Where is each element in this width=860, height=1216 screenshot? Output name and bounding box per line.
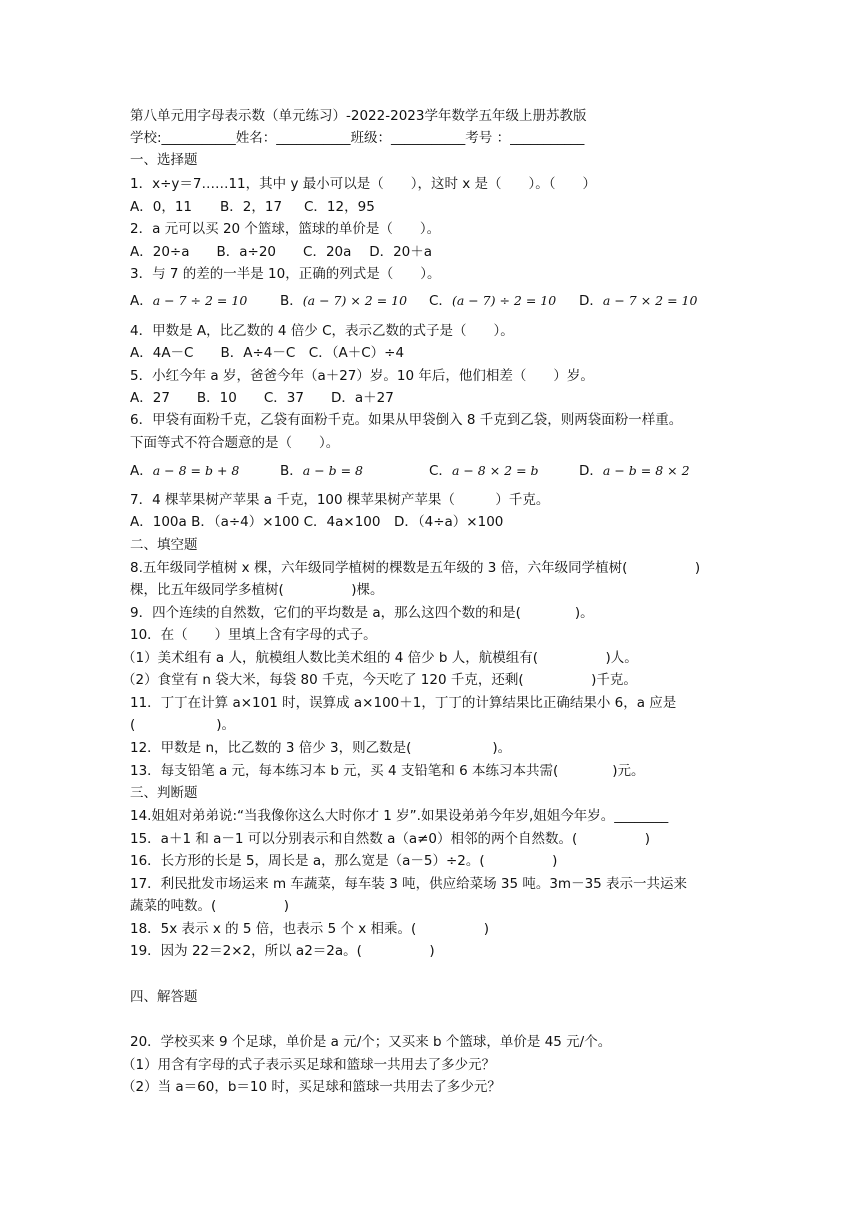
option-a-expression: a − 8 = b + 8: [152, 463, 240, 478]
question-1: 1．x÷y＝7……11，其中 y 最小可以是（ ），这时 x 是（ ）。（ ）: [130, 176, 597, 192]
option-d: D．a − b = 8 × 2: [579, 463, 690, 479]
option-b-expression: (a − 7) × 2 = 10: [302, 293, 408, 308]
option-b: B．a − b = 8: [280, 463, 364, 479]
question-10: 10．在（ ）里填上含有字母的式子。: [130, 627, 377, 643]
question-6-line-2: 下面等式不符合题意的是（ ）。: [130, 435, 340, 451]
question-7: 7．4 棵苹果树产苹果 a 千克，100 棵苹果树产苹果（ ）千克。: [130, 492, 550, 508]
question-2-options: A．20÷a B．a÷20 C．20a D．20＋a: [130, 244, 433, 260]
question-2: 2．a 元可以买 20 个篮球，篮球的单价是（ ）。: [130, 221, 441, 237]
question-11-line-2: ( )。: [130, 717, 236, 733]
option-d-expression: a − 7 × 2 = 10: [602, 293, 698, 308]
question-20: 20．学校买来 9 个足球，单价是 a 元/个；又买来 b 个篮球，单价是 45 元/个。: [130, 1034, 612, 1050]
question-17-line-1: 17．利民批发市场运来 m 车蔬菜，每车装 3 吨，供应给菜场 35 吨。3m－35 表示一共运来: [130, 876, 688, 892]
question-9: 9．四个连续的自然数，它们的平均数是 a，那么这四个数的和是( )。: [130, 605, 594, 621]
question-12: 12．甲数是 n，比乙数的 3 倍少 3，则乙数是( )。: [130, 740, 512, 756]
question-16: 16．长方形的长是 5，周长是 a，那么宽是（a－5）÷2。( ): [130, 853, 558, 869]
question-7-options: A．100a B．（a÷4）×100 C．4a×100 D．（4÷a）×100: [130, 514, 504, 530]
section-heading-judge: 三、判断题: [130, 785, 198, 801]
section-heading-choice: 一、选择题: [130, 152, 198, 168]
option-b: B．2，17: [220, 199, 283, 215]
option-b-expression: a − b = 8: [302, 463, 364, 478]
option-a: A．0，11: [130, 199, 193, 215]
question-20-part-1: （1）用含有字母的式子表示买足球和篮球一共用去了多少元？: [122, 1057, 496, 1073]
option-c: C．(a − 7) ÷ 2 = 10: [429, 293, 557, 309]
option-c: C．12，95: [304, 199, 375, 215]
question-19: 19．因为 22＝2×2，所以 a2＝2a。( ): [130, 943, 435, 959]
option-c-expression: a − 8 × 2 = b: [451, 463, 539, 478]
page-title: 第八单元用字母表示数（单元练习）-2022-2023学年数学五年级上册苏教版: [130, 108, 587, 124]
option-d-expression: a − b = 8 × 2: [602, 463, 690, 478]
question-14: 14.姐姐对弟弟说:“当我像你这么大时你才 1 岁”.如果设弟弟今年岁,姐姐今年岁。________: [130, 808, 669, 824]
section-heading-answer: 四、解答题: [130, 989, 198, 1005]
question-3: 3．与 7 的差的一半是 10，正确的列式是（ ）。: [130, 266, 441, 282]
question-13: 13．每支铅笔 a 元，每本练习本 b 元，买 4 支铅笔和 6 本练习本共需( )元。: [130, 763, 645, 779]
option-c-expression: (a − 7) ÷ 2 = 10: [451, 293, 557, 308]
question-4-options: A．4A－C B．A÷4－C C．（A＋C）÷4: [130, 345, 405, 361]
question-6-options: [130, 461, 730, 481]
question-3-options: [130, 291, 730, 311]
student-info-line: 学校:___________姓名：___________班级：___________考号 ：___________: [130, 130, 585, 146]
question-1-options: [130, 197, 730, 217]
option-b: B．(a − 7) × 2 = 10: [280, 293, 408, 309]
section-heading-fill: 二、填空题: [130, 537, 198, 553]
option-a: A．a − 8 = b + 8: [130, 463, 240, 479]
question-4: 4．甲数是 A，比乙数的 4 倍少 C，表示乙数的式子是（ ）。: [130, 323, 514, 339]
question-15: 15．a＋1 和 a－1 可以分别表示和自然数 a（a≠0）相邻的两个自然数。( ): [130, 831, 651, 847]
question-5: 5．小红今年 a 岁，爸爸今年（a＋27）岁。10 年后，他们相差（ ）岁。: [130, 368, 594, 384]
question-5-options: A．27 B．10 C．37 D．a＋27: [130, 390, 394, 406]
question-11-line-1: 11．丁丁在计算 a×101 时，误算成 a×100＋1，丁丁的计算结果比正确结果小 6，a 应是: [130, 695, 677, 711]
question-8-line-1: 8.五年级同学植树 x 棵，六年级同学植树的棵数是五年级的 3 倍，六年级同学植树( ): [130, 560, 701, 576]
option-a-expression: a − 7 ÷ 2 = 10: [152, 293, 248, 308]
option-c: C．a − 8 × 2 = b: [429, 463, 539, 479]
question-10-part-2: （2）食堂有 n 袋大米，每袋 80 千克，今天吃了 120 千克，还剩( )千克。: [122, 672, 637, 688]
option-d: D．a − 7 × 2 = 10: [579, 293, 698, 309]
question-10-part-1: （1）美术组有 a 人，航模组人数比美术组的 4 倍少 b 人，航模组有( )人。: [122, 650, 638, 666]
question-8-line-2: 棵，比五年级同学多植树( )棵。: [130, 582, 384, 598]
question-6-line-1: 6．甲袋有面粉千克，乙袋有面粉千克。如果从甲袋倒入 8 千克到乙袋，则两袋面粉一样重。: [130, 412, 683, 428]
question-17-line-2: 蔬菜的吨数。( ): [130, 898, 290, 914]
option-a: A．a − 7 ÷ 2 = 10: [130, 293, 248, 309]
question-18: 18．5x 表示 x 的 5 倍，也表示 5 个 x 相乘。( ): [130, 921, 490, 937]
question-20-part-2: （2）当 a＝60，b＝10 时，买足球和篮球一共用去了多少元？: [122, 1079, 501, 1095]
